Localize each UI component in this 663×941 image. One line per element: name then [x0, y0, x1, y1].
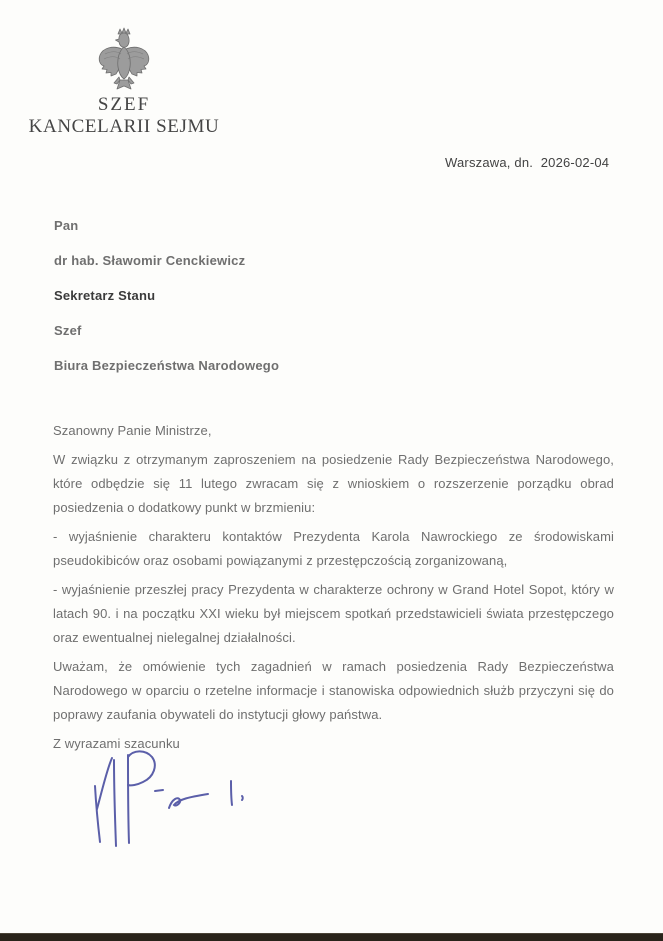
recipient-line: Pan: [54, 218, 79, 233]
sender-office-title: [14, 95, 234, 137]
closing-formula: Z wyrazami szacunku: [53, 736, 180, 751]
letter-body: [53, 419, 614, 756]
polish-eagle-emblem-icon: [97, 26, 151, 92]
paragraph: Uważam, że omówienie tych zagadnień w ramach posiedzenia Rady Bezpieczeństwa Narodowego w oparciu o rzetelne informacje i stanowiska odpowiednich służb przyczyni się do poprawy zaufania obywateli do instytucji głowy państwa.: [53, 659, 614, 722]
paragraph: W związku z otrzymanym zaproszeniem na posiedzenie Rady Bezpieczeństwa Narodowego, które odbędzie się 11 lutego zwracam się z wnioskiem o rozszerzenie porządku obrad posiedzenia o dodatkowy punkt w brzmieniu:: [53, 452, 614, 515]
scan-bottom-edge: [0, 933, 663, 941]
office-title-line2: KANCELARII SEJMU: [28, 116, 220, 137]
recipient-line: Biura Bezpieczeństwa Narodowego: [54, 358, 280, 373]
recipient-line: Sekretarz Stanu: [54, 288, 156, 303]
recipient-line: Szef: [54, 323, 82, 338]
salutation: Szanowny Panie Ministrze,: [53, 423, 212, 438]
place-and-date: Warszawa, dn. 2026-02-04: [445, 155, 610, 170]
office-title-line1: SZEF: [97, 94, 151, 115]
paragraph-bullet: - wyjaśnienie charakteru kontaktów Prezydenta Karola Nawrockiego ze środowiskami pseudokibiców oraz osobami powiązanymi z przestępczością zorganizowaną,: [53, 529, 614, 568]
recipient-line: dr hab. Sławomir Cenckiewicz: [54, 253, 246, 268]
paragraph-bullet: - wyjaśnienie przeszłej pracy Prezydenta w charakterze ochrony w Grand Hotel Sopot, który w latach 90. i na początku XXI wieku był miejscem spotkań przedstawicieli świata przestępczego oraz ewentualnej nielegalnej działalności.: [53, 582, 614, 645]
recipient-block: [54, 219, 279, 394]
handwritten-signature: [75, 749, 275, 854]
